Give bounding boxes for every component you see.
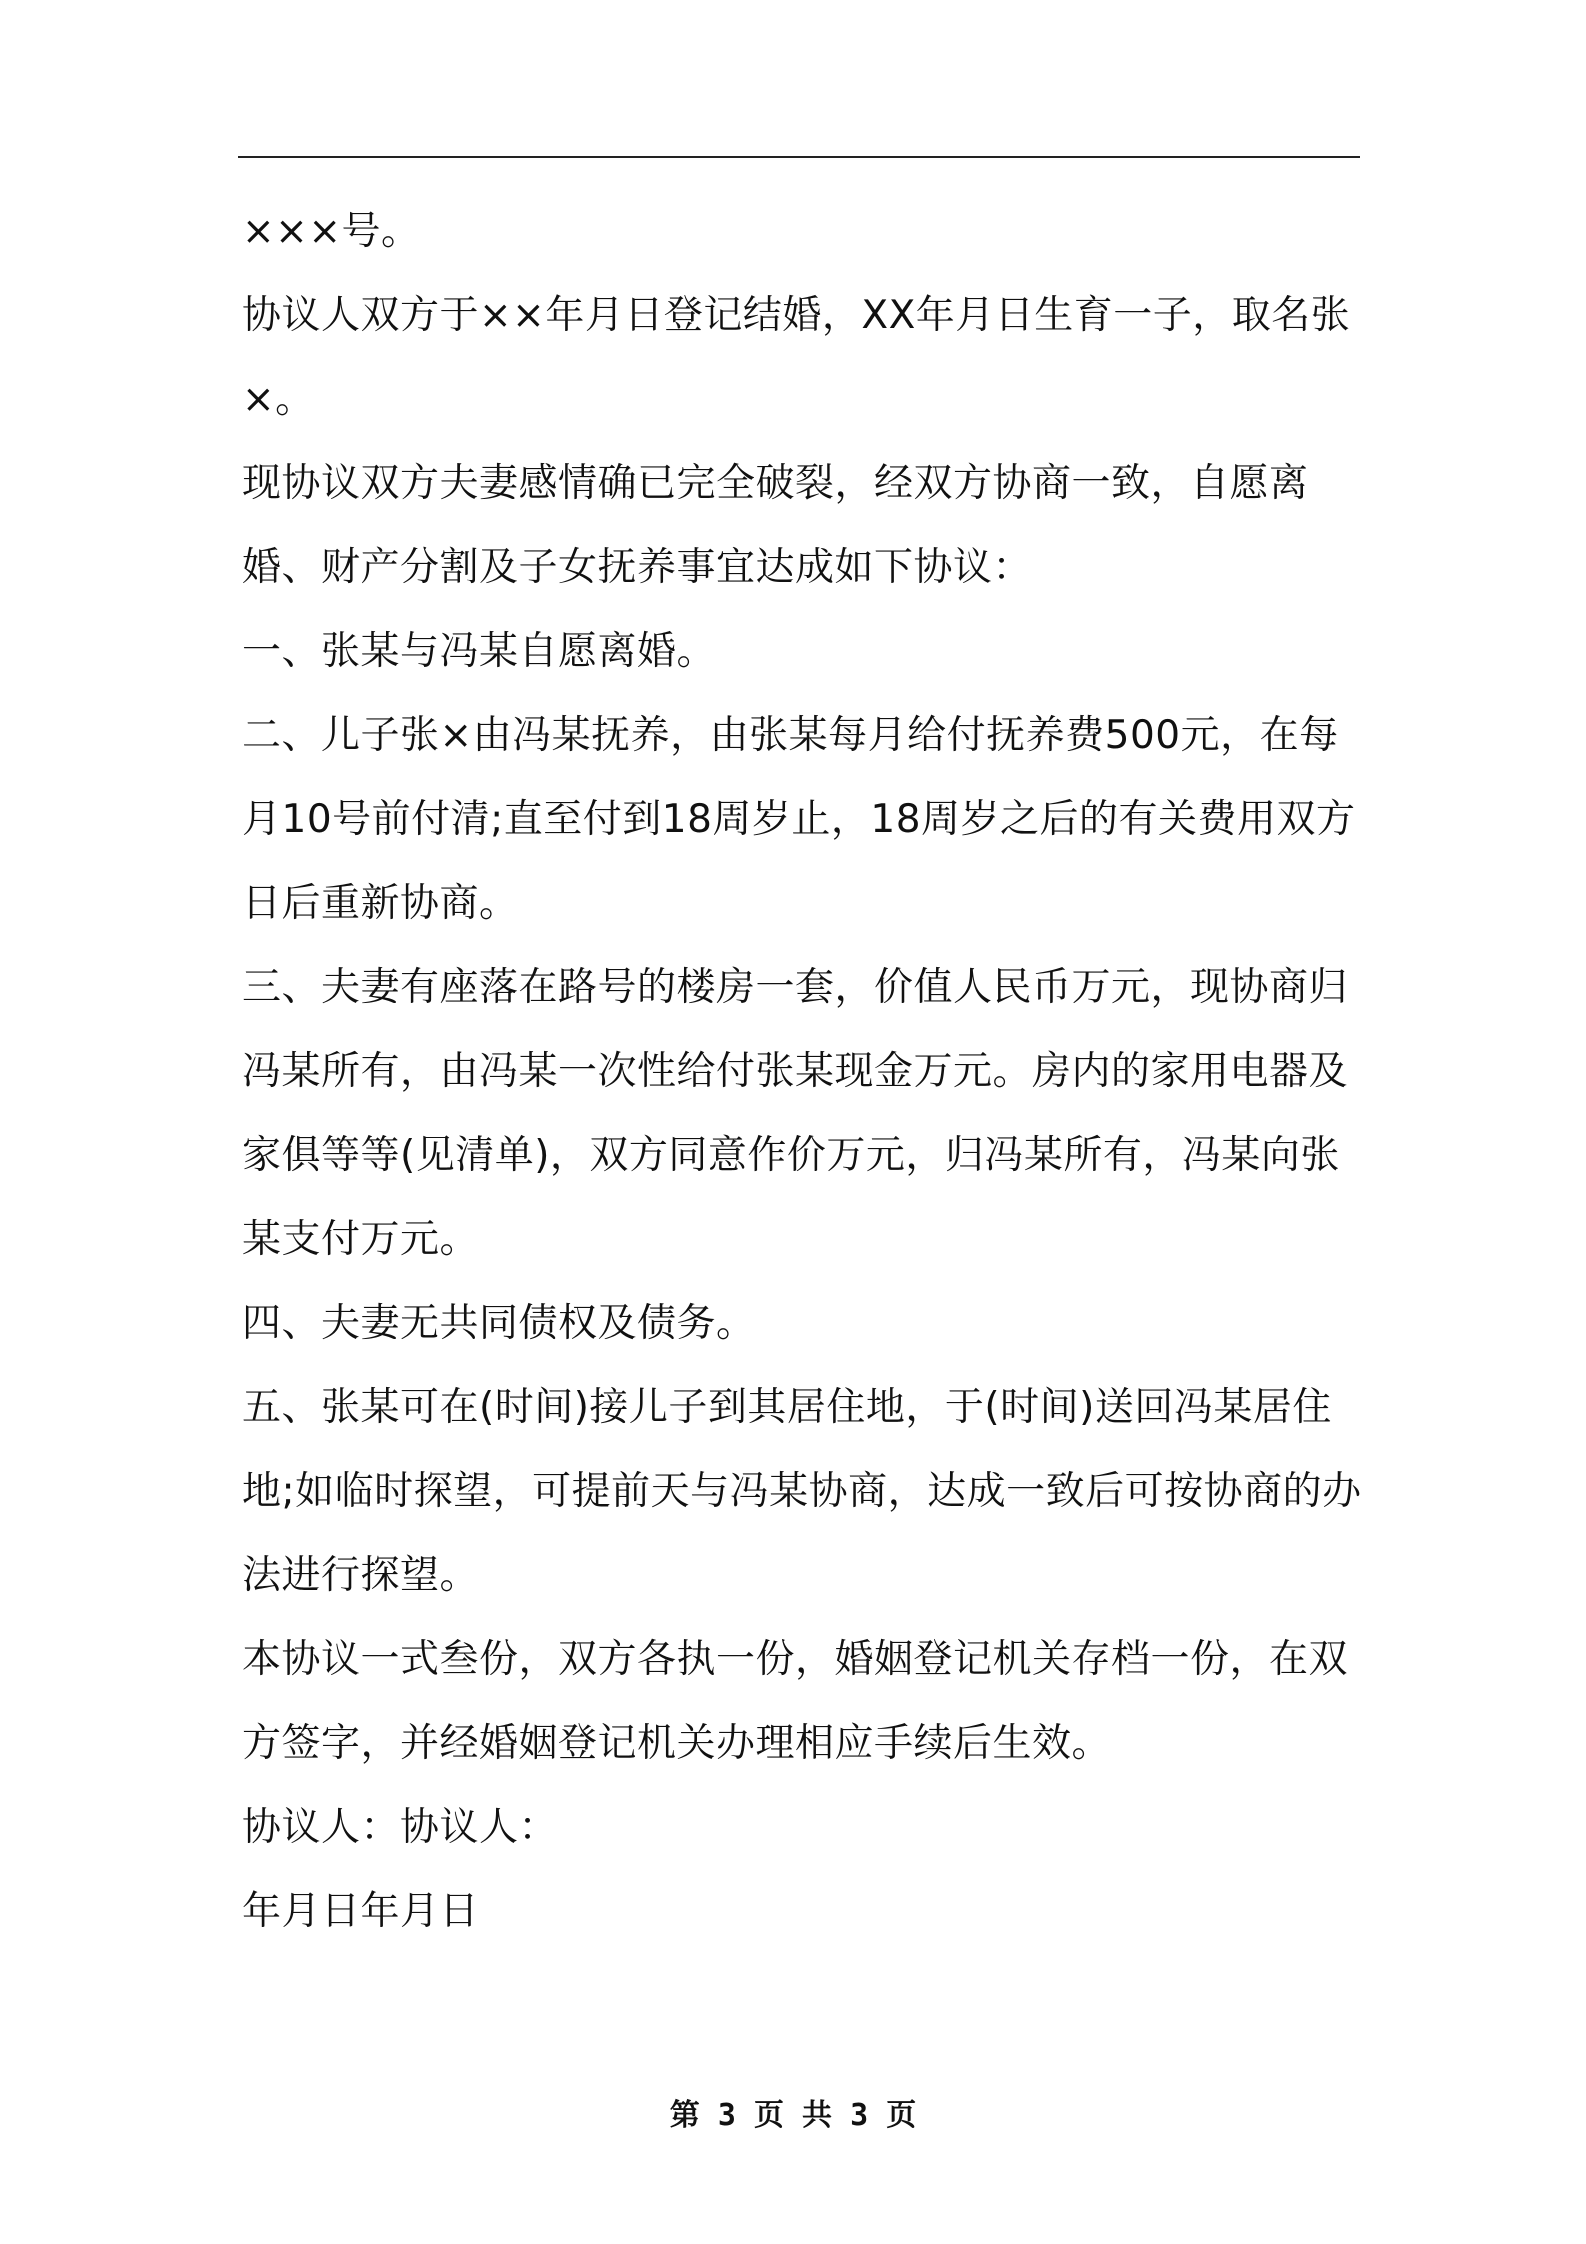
document-body bbox=[242, 190, 1362, 1954]
clause-5: 五、张某可在(时间)接儿子到其居住地，于(时间)送回冯某居住地;如临时探望，可提前天与冯某协商，达成一致后可按协商的办法进行探望。 bbox=[242, 1385, 1362, 1598]
paragraph-preamble: 现协议双方夫妻感情确已完全破裂，经双方协商一致，自愿离婚、财产分割及子女抚养事宜达成如下协议： bbox=[242, 461, 1309, 590]
clause-3: 三、夫妻有座落在路号的楼房一套，价值人民币万元，现协商归冯某所有，由冯某一次性给付张某现金万元。房内的家用电器及家俱等等(见清单)，双方同意作价万元，归冯某所有，冯某向张某支付万元。 bbox=[242, 965, 1349, 1262]
header-divider bbox=[238, 156, 1360, 158]
clause-4: 四、夫妻无共同债权及债务。 bbox=[242, 1301, 756, 1346]
paragraph-address-continuation: ×××号。 bbox=[242, 209, 421, 254]
clause-2: 二、儿子张×由冯某抚养，由张某每月给付抚养费500元，在每月10号前付清;直至付到18周岁止，18周岁之后的有关费用双方日后重新协商。 bbox=[242, 713, 1356, 926]
signature-line: 协议人：协议人： bbox=[242, 1805, 559, 1850]
page-footer: 第 3 页 共 3 页 bbox=[669, 2098, 917, 2133]
paragraph-copies: 本协议一式叁份，双方各执一份，婚姻登记机关存档一份，在双方签字，并经婚姻登记机关办理相应手续后生效。 bbox=[242, 1637, 1349, 1766]
paragraph-marriage-info: 协议人双方于××年月日登记结婚，XX年月日生育一子，取名张×。 bbox=[242, 293, 1351, 422]
date-line: 年月日年月日 bbox=[242, 1889, 480, 1934]
clause-1: 一、张某与冯某自愿离婚。 bbox=[242, 629, 717, 674]
